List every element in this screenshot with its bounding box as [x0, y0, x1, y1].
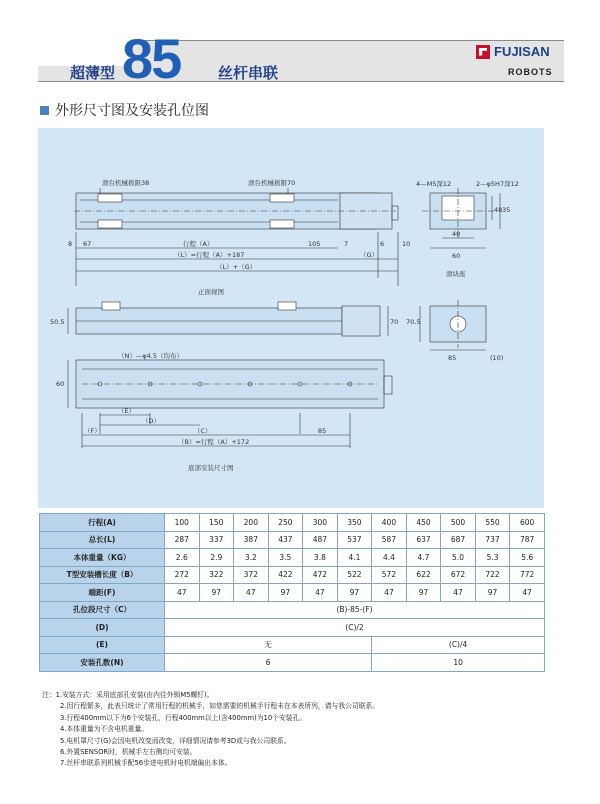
table-cell: 422: [268, 566, 303, 584]
table-cell: 622: [406, 566, 441, 584]
label-105: 105: [308, 240, 321, 248]
table-cell: 487: [303, 531, 338, 549]
label-f: （F）: [84, 427, 101, 435]
table-row: [40, 549, 545, 567]
table-cell: 97: [406, 584, 441, 602]
table-cell: 337: [199, 531, 234, 549]
table-cell: 6: [165, 654, 372, 672]
table-cell: 97: [337, 584, 372, 602]
table-cell: 47: [234, 584, 269, 602]
label-side-48: 48: [494, 206, 503, 214]
table-row: [40, 584, 545, 602]
row-label: 端距(F): [40, 584, 165, 602]
table-cell: 500: [441, 514, 476, 532]
table-cell: 350: [337, 514, 372, 532]
note-4: 4.本体重量为不含电机重量。: [60, 725, 149, 734]
table-cell: 47: [441, 584, 476, 602]
note-1: 注：1.安装方式：采用底部孔安装(由内往外锁M5螺钉)。: [42, 691, 214, 699]
table-cell: 47: [303, 584, 338, 602]
table-cell: (C)/2: [165, 619, 545, 637]
page-header: [38, 27, 564, 90]
table-cell: 4.4: [372, 549, 407, 567]
table-row: [40, 636, 545, 654]
table-cell: 550: [475, 514, 510, 532]
row-label: 孔位段尺寸（C）: [40, 601, 165, 619]
label-limit-left: 滑台机械极限38: [102, 179, 150, 187]
table-cell: 600: [510, 514, 545, 532]
label-b: （B）=行程（A）+172: [178, 438, 250, 446]
row-label: 安装孔数(N): [40, 654, 165, 672]
label-60: 60: [56, 380, 65, 388]
table-cell: 687: [441, 531, 476, 549]
label-limit-right: 滑台机械极限70: [248, 179, 296, 187]
table-cell: (C)/4: [372, 636, 545, 654]
row-label: 总长(L): [40, 531, 165, 549]
brand-logo: [476, 44, 550, 59]
section-title-text: 外形尺寸图及安装孔位图: [55, 103, 209, 119]
table-cell: 3.5: [268, 549, 303, 567]
label-holes: （N）—φ4.5（均布）: [118, 352, 183, 360]
table-cell: 400: [372, 514, 407, 532]
table-cell: 97: [199, 584, 234, 602]
table-cell: 47: [372, 584, 407, 602]
table-cell: 537: [337, 531, 372, 549]
table-cell: 2.9: [199, 549, 234, 567]
table-cell: 5.3: [475, 549, 510, 567]
table-cell: 3.8: [303, 549, 338, 567]
notes: [42, 690, 379, 770]
label-slider: 滑块座: [446, 270, 466, 278]
label-l: （L）=行程（A）+187: [174, 251, 245, 259]
table-cell: 322: [199, 566, 234, 584]
brand-sub: ROBOTS: [508, 67, 553, 77]
table-cell: 737: [475, 531, 510, 549]
table-row: [40, 514, 545, 532]
note-3: 3.行程400mm以下为6个安装孔，行程400mm以上(含400mm)为10个安装孔。: [60, 713, 307, 722]
label-85: 85: [318, 427, 327, 435]
label-bottom-view: 底部安装尺寸图: [188, 464, 234, 472]
note-2: 2.因行程繁多，此表只统计了常用行程的机械手，如您需要的机械手行程未在本表所列，请与我公司联系。: [60, 702, 380, 711]
label-c: （C）: [194, 427, 212, 435]
label-front-view: 正面视图: [198, 288, 224, 296]
table-cell: (B)-85-(F): [165, 601, 545, 619]
brand-name: FUJISAN: [494, 44, 550, 59]
row-label: (E): [40, 636, 165, 654]
table-cell: 572: [372, 566, 407, 584]
table-cell: 97: [475, 584, 510, 602]
row-label: 本体重量（KG）: [40, 549, 165, 567]
label-side-ref: (10): [490, 354, 504, 362]
label-7: 7: [344, 240, 349, 248]
label-side-40: 40: [452, 230, 461, 238]
table-cell: 2.6: [165, 549, 200, 567]
table-cell: 无: [165, 636, 372, 654]
front-connector: [392, 206, 398, 220]
table-row: [40, 619, 545, 637]
table-row: [40, 566, 545, 584]
label-stroke: 行程（A）: [183, 240, 214, 248]
label-side-85: 85: [448, 354, 457, 362]
label-side-m5: 4—M5深12: [416, 180, 452, 188]
table-cell: 300: [303, 514, 338, 532]
label-side-pin: 2—φ5H7深12: [476, 180, 519, 188]
table-cell: 5.6: [510, 549, 545, 567]
label-e: （E）: [118, 407, 136, 415]
label-side-70-5: 70.5: [406, 318, 421, 326]
table-cell: 587: [372, 531, 407, 549]
table-cell: 522: [337, 566, 372, 584]
table-cell: 100: [165, 514, 200, 532]
label-10: 10: [402, 240, 411, 248]
label-6: 6: [380, 240, 385, 248]
table-cell: 787: [510, 531, 545, 549]
label-67: 67: [83, 240, 92, 248]
spec-table-body: [40, 514, 545, 672]
header-model: 85: [122, 27, 181, 90]
label-side-35: 35: [502, 206, 511, 214]
row-label: 行程(A): [40, 514, 165, 532]
table-cell: 47: [165, 584, 200, 602]
table-cell: 97: [268, 584, 303, 602]
table-cell: 772: [510, 566, 545, 584]
table-row: [40, 601, 545, 619]
label-d: （D）: [142, 417, 161, 425]
table-cell: 387: [234, 531, 269, 549]
note-5: 5.电机罩尺寸(G)会因电机改变而改变，详细情况请参考3D或与我公司联系。: [60, 736, 291, 745]
label-side-60: 60: [452, 252, 461, 260]
table-cell: 287: [165, 531, 200, 549]
table-cell: 637: [406, 531, 441, 549]
table-cell: 10: [372, 654, 545, 672]
table-cell: 450: [406, 514, 441, 532]
dimension-drawing: [38, 128, 544, 508]
row-label: T型安装槽长度（B）: [40, 566, 165, 584]
table-cell: 250: [268, 514, 303, 532]
table-cell: 4.7: [406, 549, 441, 567]
table-cell: 722: [475, 566, 510, 584]
label-side-70: 70: [390, 318, 399, 326]
table-row: [40, 531, 545, 549]
table-cell: 3.2: [234, 549, 269, 567]
row-label: (D): [40, 619, 165, 637]
header-subtitle: 超薄型: [70, 64, 116, 82]
section-title: [40, 100, 209, 120]
table-cell: 150: [199, 514, 234, 532]
label-50-5: 50.5: [50, 318, 65, 326]
table-cell: 437: [268, 531, 303, 549]
table-cell: 47: [510, 584, 545, 602]
label-g: （G）: [360, 251, 379, 259]
header-suffix: 丝杆串联: [218, 64, 279, 82]
table-cell: 5.0: [441, 549, 476, 567]
drawing-svg: [38, 128, 544, 508]
table-cell: 272: [165, 566, 200, 584]
table-cell: 672: [441, 566, 476, 584]
table-cell: 200: [234, 514, 269, 532]
note-6: 6.外置SENSOR时，机械手左右侧均可安装。: [60, 748, 197, 757]
fujisan-logo-icon: [476, 45, 490, 59]
table-cell: 472: [303, 566, 338, 584]
bullet-square-icon: [40, 106, 49, 115]
note-7: 7.丝杆串联系列机械手配56步进电机时电机端偏出本体。: [60, 759, 232, 768]
table-cell: 4.1: [337, 549, 372, 567]
label-8: 8: [68, 240, 73, 248]
spec-table: [39, 513, 545, 672]
table-cell: 372: [234, 566, 269, 584]
label-total: （L）+（G）: [216, 263, 257, 271]
table-row: [40, 654, 545, 672]
